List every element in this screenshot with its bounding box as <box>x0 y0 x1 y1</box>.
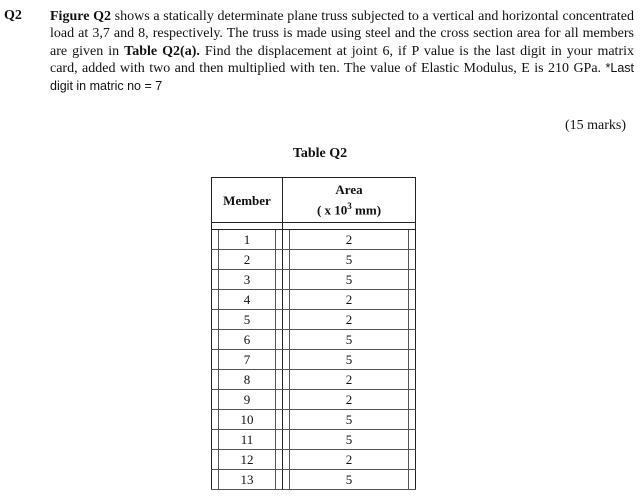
area-value: 5 <box>289 410 409 429</box>
table-row <box>212 410 416 430</box>
table-row <box>212 270 416 290</box>
table-row <box>212 250 416 270</box>
figure-reference: Figure Q2 <box>50 9 111 24</box>
table-row <box>212 370 416 390</box>
member-value: 6 <box>218 330 276 349</box>
member-cell <box>212 330 283 350</box>
table-row <box>212 310 416 330</box>
member-value: 13 <box>218 470 276 489</box>
area-value: 2 <box>289 450 409 469</box>
area-value: 2 <box>289 230 409 249</box>
area-value: 5 <box>289 470 409 489</box>
area-cell <box>283 430 416 450</box>
area-value: 2 <box>289 310 409 329</box>
table-reference: Table Q2(a). <box>124 43 200 59</box>
member-cell <box>212 450 283 470</box>
area-value: 2 <box>289 290 409 309</box>
question-text <box>50 8 634 95</box>
area-cell <box>283 450 416 470</box>
matric-note: *Last digit in matric no = 7 <box>50 61 634 93</box>
member-cell <box>212 350 283 370</box>
member-value: 12 <box>218 450 276 469</box>
table-row <box>212 390 416 410</box>
area-cell <box>283 230 416 250</box>
member-value: 7 <box>218 350 276 369</box>
question-text-part2: Find the displacement at joint 6, if P value is the last digit in your matrix card, added with two and then multiplied with ten. The value of Elastic Modulus, E is 210 GPa. <box>50 43 634 77</box>
area-value: 5 <box>289 350 409 369</box>
table-title: Table Q2 <box>292 146 348 161</box>
member-cell <box>212 290 283 310</box>
area-cell <box>283 290 416 310</box>
marks-label: (15 marks) <box>564 118 626 133</box>
table-row <box>212 450 416 470</box>
member-area-table <box>211 177 416 490</box>
table-row <box>212 470 416 490</box>
member-cell <box>212 310 283 330</box>
table-row <box>212 350 416 370</box>
area-value: 5 <box>289 330 409 349</box>
table-row <box>212 230 416 250</box>
member-value: 10 <box>218 410 276 429</box>
member-value: 11 <box>218 430 276 449</box>
area-value: 5 <box>289 430 409 449</box>
member-value: 4 <box>218 290 276 309</box>
area-cell <box>283 270 416 290</box>
area-value: 2 <box>289 390 409 409</box>
member-cell <box>212 270 283 290</box>
member-cell <box>212 230 283 250</box>
table-spacer-row <box>212 223 416 230</box>
area-value: 2 <box>289 370 409 389</box>
table-row <box>212 330 416 350</box>
member-cell <box>212 390 283 410</box>
table-row <box>212 430 416 450</box>
area-cell <box>283 410 416 430</box>
header-member: Member <box>212 178 283 223</box>
header-area <box>283 178 416 223</box>
header-area-exponent: 3 <box>347 201 352 212</box>
area-cell <box>283 310 416 330</box>
area-cell <box>283 470 416 490</box>
table-row <box>212 290 416 310</box>
member-value: 3 <box>218 270 276 289</box>
area-cell <box>283 330 416 350</box>
area-cell <box>283 390 416 410</box>
member-value: 5 <box>218 310 276 329</box>
area-value: 5 <box>289 270 409 289</box>
header-area-suffix: mm) <box>351 202 382 218</box>
member-value: 2 <box>218 250 276 269</box>
member-cell <box>212 370 283 390</box>
area-cell <box>283 370 416 390</box>
area-cell <box>283 250 416 270</box>
member-value: 1 <box>218 230 276 249</box>
area-value: 5 <box>289 250 409 269</box>
member-cell <box>212 430 283 450</box>
member-cell <box>212 410 283 430</box>
member-cell <box>212 250 283 270</box>
header-area-prefix: ( x 10 <box>316 202 348 218</box>
table-body <box>212 223 416 490</box>
area-cell <box>283 350 416 370</box>
header-area-line1: Area <box>335 182 363 198</box>
question-text-part1: shows a statically determinate plane truss subjected to a vertical and horizontal concentrated load at 3,7 and 8, respectively. The truss is made using steel and the cross section area for all members are given in <box>50 9 634 59</box>
member-value: 9 <box>218 390 276 409</box>
member-value: 8 <box>218 370 276 389</box>
member-cell <box>212 470 283 490</box>
question-number: Q2 <box>4 8 22 23</box>
